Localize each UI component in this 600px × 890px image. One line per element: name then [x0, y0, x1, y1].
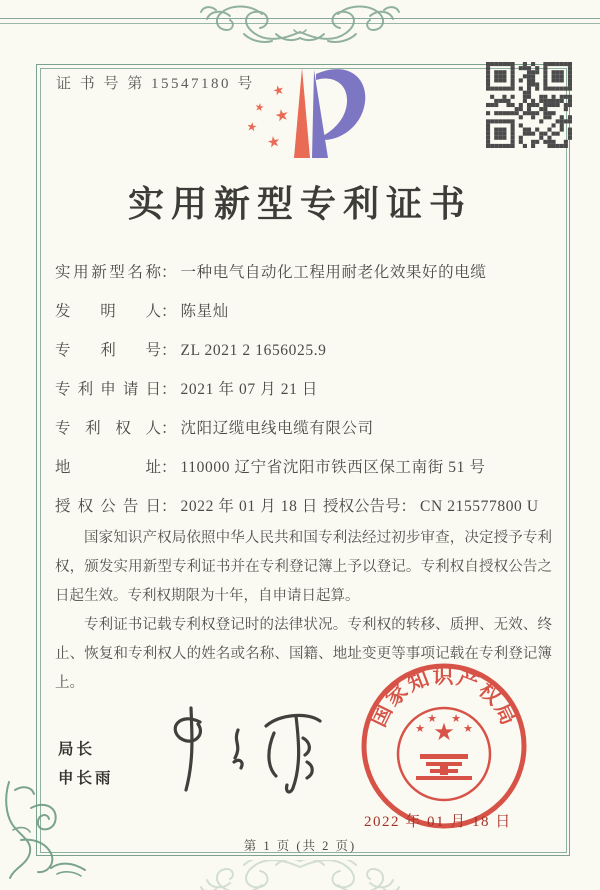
field-value: 沈阳辽缆电线电缆有限公司: [180, 420, 374, 437]
emblem-star-icon: ★: [433, 720, 455, 746]
emblem-star-icon: ★: [427, 713, 437, 725]
field-label: 地址: [55, 459, 161, 476]
director-signature-icon: [148, 700, 338, 800]
emblem-star-icon: ★: [463, 723, 473, 735]
field-label: 实用新型名称: [55, 264, 161, 281]
field-value: 一种电气自动化工程用耐老化效果好的电缆: [180, 264, 487, 281]
field-value: 2022 年 01 月 18 日: [180, 498, 318, 515]
field-colon: ：: [161, 342, 177, 359]
page-footer: 第 1 页 (共 2 页): [243, 839, 357, 853]
qr-code: [486, 62, 572, 148]
emblem-gate-icon: [416, 754, 472, 780]
logo-star-icon: ★: [253, 101, 266, 115]
field-label: 专利申请日: [55, 381, 161, 398]
field-label: 授权公告号: [323, 498, 401, 515]
field-row-address: [55, 457, 558, 479]
official-seal-icon: [356, 658, 532, 834]
field-colon: ：: [161, 381, 177, 398]
field-value: ZL 2021 2 1656025.9: [180, 342, 327, 359]
field-row-patentee: [55, 418, 558, 440]
legal-paragraph: 专利证书记载专利权登记时的法律状况。专利权的转移、质押、无效、终止、恢复和专利权人的姓名或名称、国籍、地址变更等事项记载在专利登记簿上。: [55, 617, 552, 691]
field-value: 110000 辽宁省沈阳市铁西区保工南街 51 号: [180, 459, 486, 476]
logo-star-icon: ★: [245, 119, 259, 135]
dragon-crest-icon: [170, 0, 430, 48]
certificate-number: 证 书 号 第 15547180 号: [56, 76, 255, 92]
field-colon: ：: [161, 498, 177, 515]
signer-block: [58, 735, 114, 793]
field-list: [55, 262, 558, 535]
field-row-filing-date: [55, 379, 558, 401]
logo-star-icon: ★: [270, 81, 287, 99]
logo-star-icon: ★: [265, 133, 282, 152]
field-value: 2021 年 07 月 21 日: [180, 381, 318, 398]
bottom-crest-icon: [170, 860, 430, 890]
cnipa-logo-icon: [240, 60, 370, 165]
seal-text: 国家知识产权局: [366, 664, 522, 731]
legal-paragraph: 国家知识产权局依照中华人民共和国专利法经过初步审查，决定授予专利权，颁发实用新型专利证书并在专利登记簿上予以登记。专利权自授权公告之日起生效。专利权期限为十年，自申请日起算。: [55, 530, 552, 604]
seal-date: 2022 年 01 月 18 日: [364, 814, 512, 830]
field-pair-grant-number: [323, 496, 539, 518]
field-colon: ：: [161, 264, 177, 281]
field-row-grant: [55, 496, 558, 518]
signer-name: 申长雨: [58, 770, 114, 787]
field-label: 专利权人: [55, 420, 161, 437]
field-label: 发明人: [55, 303, 161, 320]
field-colon: ：: [161, 303, 177, 320]
field-pair-grant-date: [55, 496, 323, 518]
field-value: 陈星灿: [180, 303, 229, 320]
field-value: CN 215577800 U: [420, 498, 539, 515]
corner-flourish-icon: [1, 780, 93, 880]
emblem-star-icon: ★: [415, 723, 425, 735]
field-colon: ：: [161, 459, 177, 476]
emblem-star-icon: ★: [451, 713, 461, 725]
signer-title: 局长: [58, 741, 96, 758]
field-row-utility-name: [55, 262, 558, 284]
field-label: 授权公告日: [55, 498, 161, 515]
certificate-title: 实用新型专利证书: [127, 184, 472, 224]
field-row-inventor: [55, 301, 558, 323]
field-row-patent-number: [55, 340, 558, 362]
field-label: 专利号: [55, 342, 161, 359]
logo-star-icon: ★: [273, 106, 291, 126]
field-colon: ：: [400, 498, 417, 515]
field-colon: ：: [161, 420, 177, 437]
